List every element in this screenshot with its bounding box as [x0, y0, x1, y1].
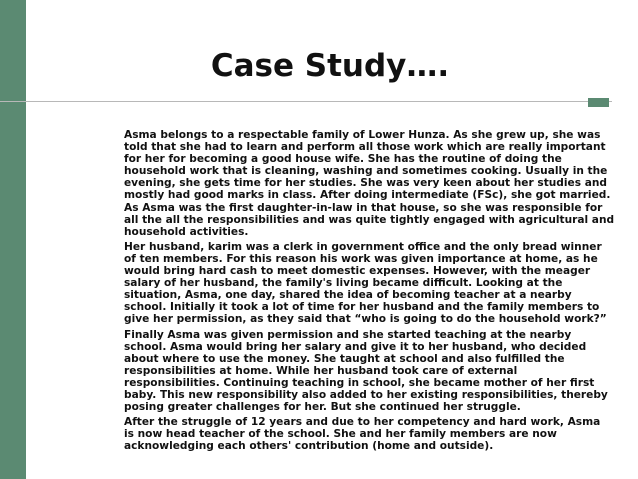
paragraph-line: acknowledging each others' contribution (home and outside).	[124, 440, 494, 453]
paragraph-line: evening, she gets time for her studies. She was very keen about her studies and	[124, 177, 607, 190]
paragraph-line: Her husband, karim was a clerk in government office and the only bread winner	[124, 240, 602, 253]
body-paragraph	[124, 240, 607, 326]
paragraph-line: give her permission, as they said that “who is going to do the household work?”	[124, 313, 607, 326]
paragraph-line: situation, Asma, one day, shared the idea of becoming teacher at a nearby	[124, 289, 572, 302]
paragraph-line: would bring hard cash to meet domestic expenses. However, with the meager	[124, 265, 591, 278]
left-accent-bar	[0, 0, 26, 479]
paragraph-line: posing greater challenges for her. But she continued her struggle.	[124, 401, 521, 414]
paragraph-line: school. Asma would bring her salary and give it to her husband, who decided	[124, 340, 587, 353]
paragraph-line: household activities.	[124, 225, 249, 238]
body-paragraph	[124, 129, 615, 238]
paragraph-line: baby. This new responsibility also added to her existing responsibilities, thereby	[124, 388, 608, 401]
title-divider	[0, 101, 612, 102]
paragraph-line: Asma belongs to a respectable family of Lower Hunza. As she grew up, she was	[124, 129, 601, 141]
body-paragraph	[124, 328, 608, 414]
paragraph-line: salary of her husband, the family's living became difficult. Looking at the	[124, 277, 563, 290]
paragraph-line: Finally Asma was given permission and she started teaching at the nearby	[124, 328, 572, 341]
paragraph-line: As Asma was the first daughter-in-law in that house, so she was responsible for	[124, 201, 603, 214]
divider-accent-block	[588, 98, 609, 107]
paragraph-line: of ten members. For this reason his work was given importance at home, as he	[124, 252, 598, 265]
body-paragraph	[124, 416, 602, 452]
paragraph-line: told that she had to learn and perform all those work which are really important	[124, 141, 606, 154]
paragraph-line: is now head teacher of the school. She and her family members are now	[124, 428, 557, 441]
slide-title: Case Study….	[210, 48, 450, 84]
paragraph-line: mostly had good marks in class. After doing intermediate (FSc), she got married.	[124, 189, 611, 202]
case-study-body	[124, 129, 615, 455]
paragraph-line: school. Initially it took a lot of time for her husband and the family members to	[124, 301, 600, 314]
paragraph-line: all the all the responsibilities and was quite tightly engaged with agricultural and	[124, 213, 615, 226]
paragraph-line: responsibilities at home. While her husband took care of external	[124, 364, 518, 377]
paragraph-line: for her for becoming a good house wife. She has the routine of doing the	[124, 153, 562, 166]
paragraph-line: about where to use the money. She taught at school and also fulfilled the	[124, 352, 565, 365]
paragraph-line: After the struggle of 12 years and due to her competency and hard work, Asma	[124, 416, 601, 429]
paragraph-line: household work that is cleaning, washing and sometimes cooking. Usually in the	[124, 165, 608, 178]
paragraph-line: responsibilities. Continuing teaching in school, she became mother of her first	[124, 376, 595, 389]
